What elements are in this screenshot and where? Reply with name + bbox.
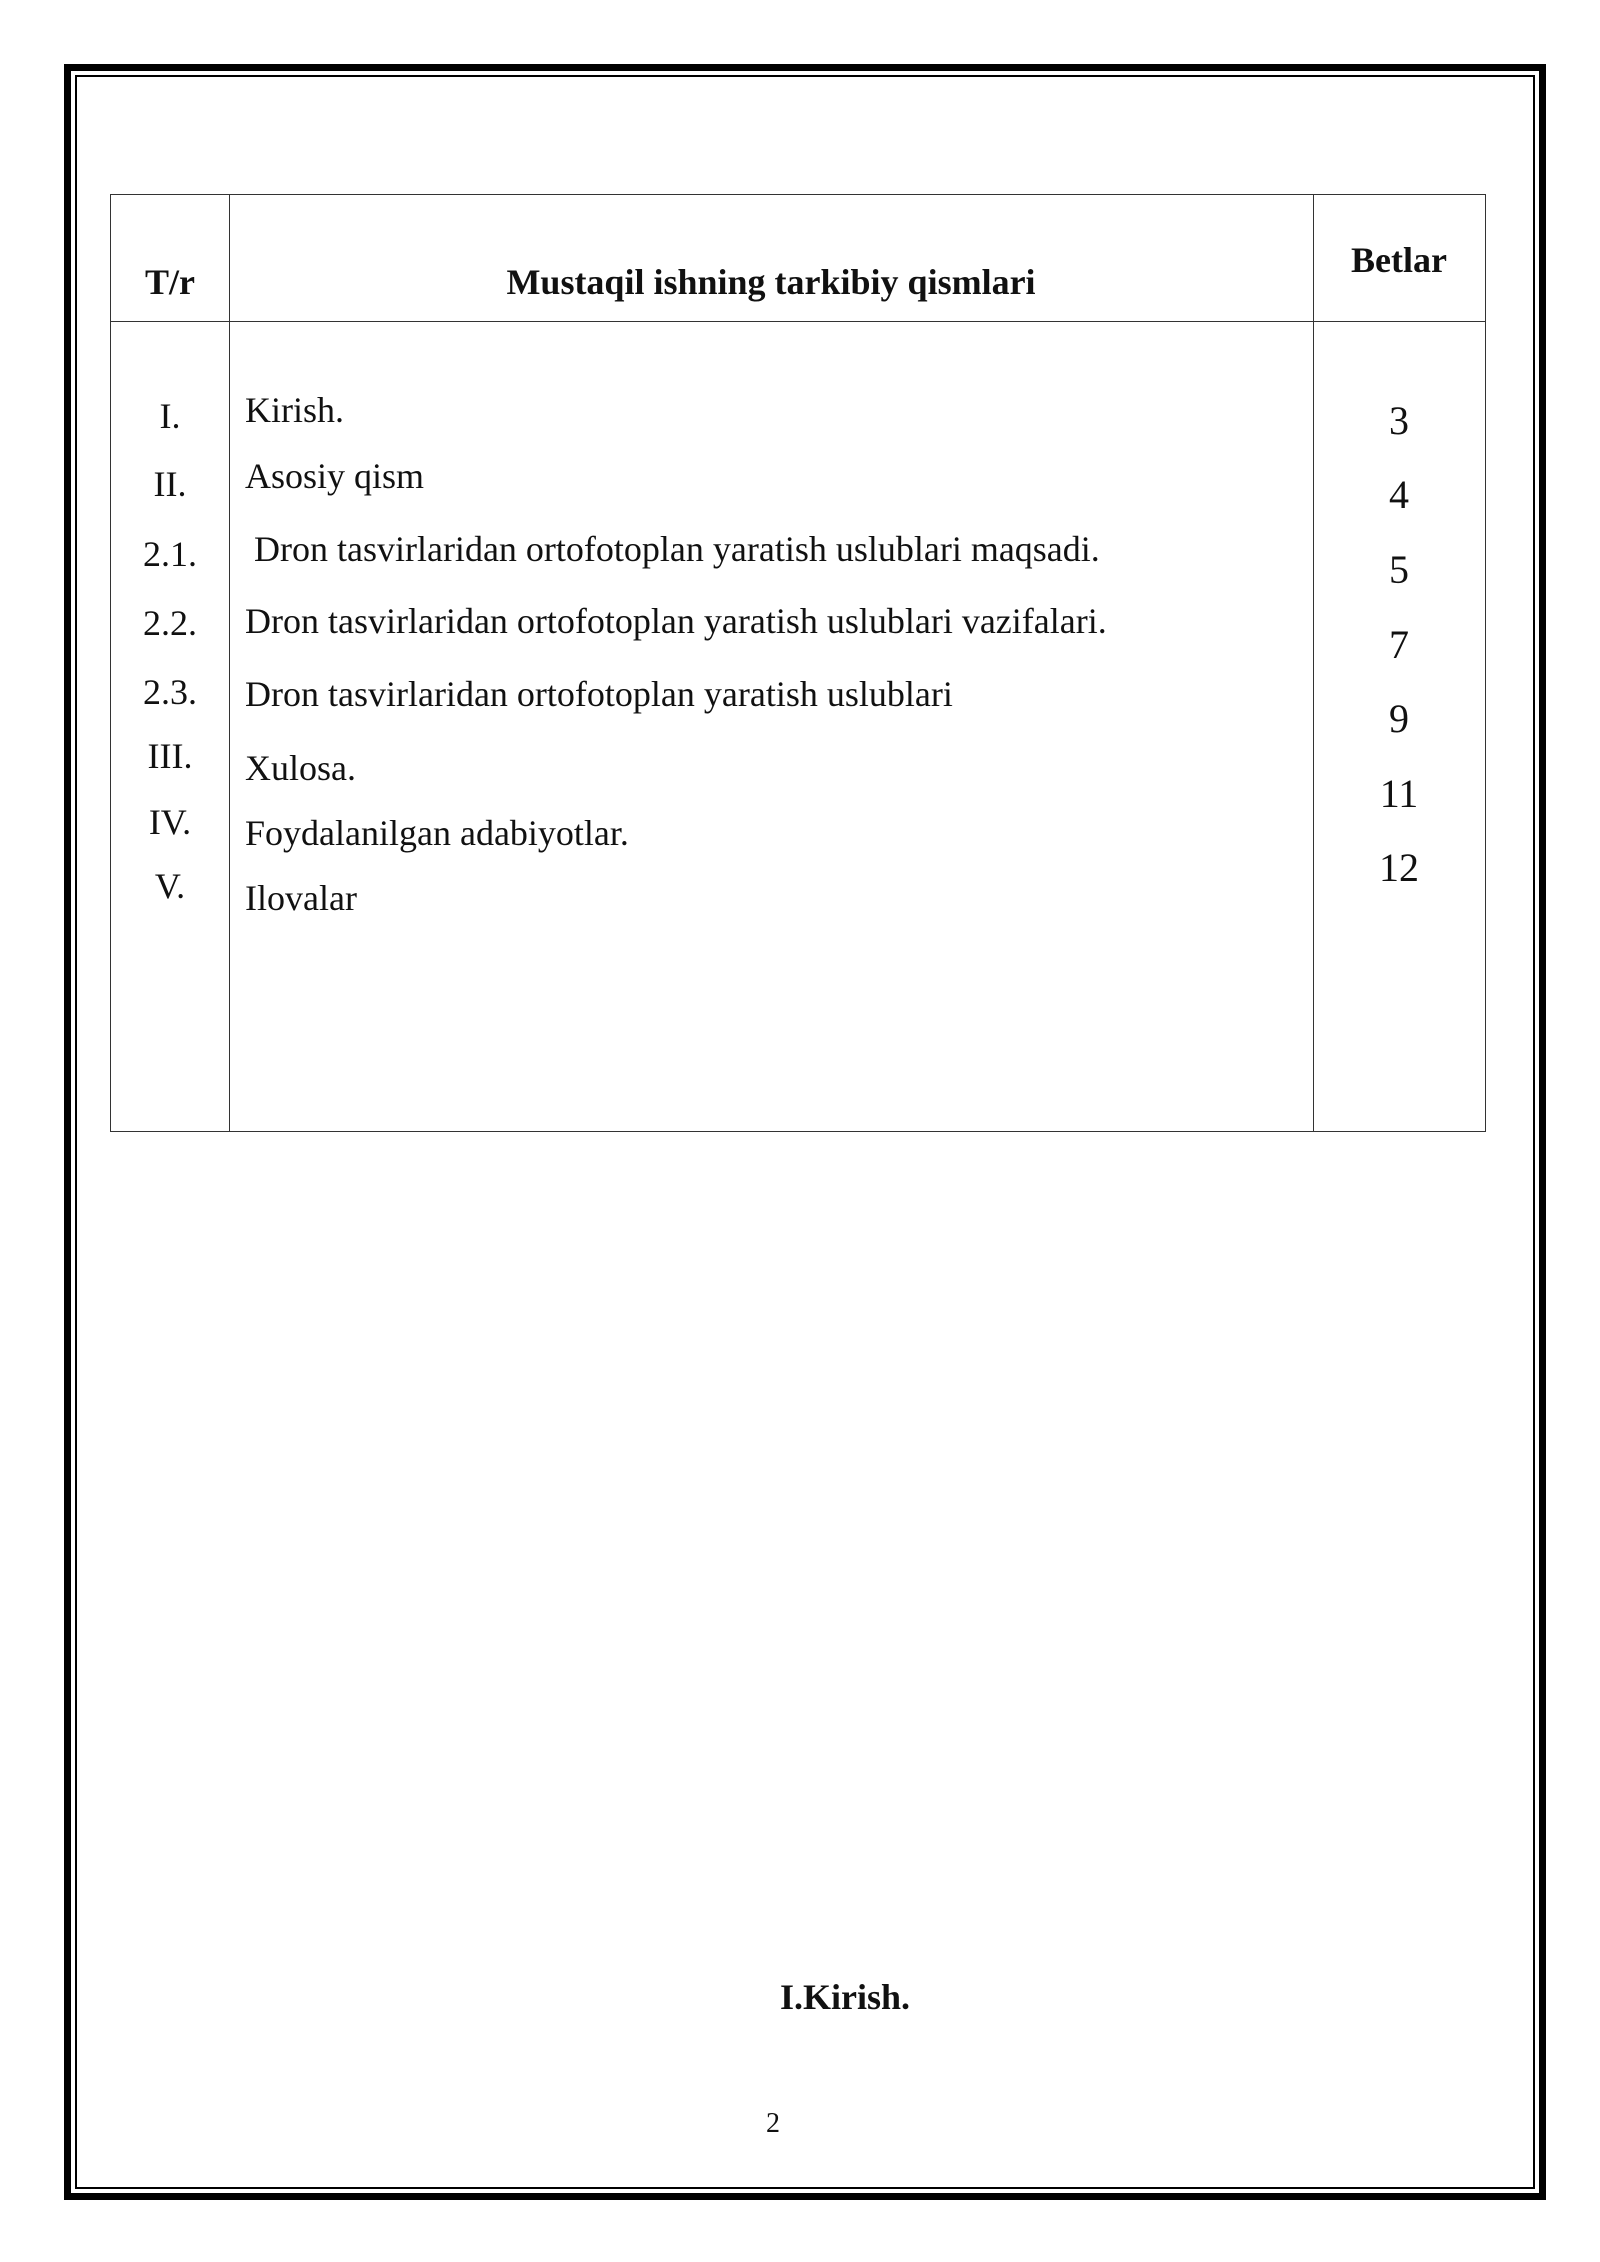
row-page: 4 <box>1389 472 1409 517</box>
row-title: Dron tasvirlaridan ortofotoplan yaratish uslublari <box>245 674 953 714</box>
row-number: II. <box>153 464 187 504</box>
row-number: 2.2. <box>143 603 197 643</box>
row-page: 5 <box>1389 547 1409 592</box>
row-page: 3 <box>1389 398 1409 443</box>
row-title: Kirish. <box>245 390 344 430</box>
row-number: V. <box>154 866 186 906</box>
row-page: 9 <box>1389 696 1409 741</box>
row-number: I. <box>159 396 181 436</box>
table-divider-number <box>229 195 230 1131</box>
header-pages: Betlar <box>1351 240 1447 280</box>
row-title: Ilovalar <box>245 878 357 918</box>
page-number: 2 <box>766 2108 780 2139</box>
row-number: 2.3. <box>143 672 197 712</box>
row-title: Foydalanilgan adabiyotlar. <box>245 813 629 853</box>
row-title: Dron tasvirlaridan ortofotoplan yaratish uslublari vazifalari. <box>245 601 1107 641</box>
row-page: 12 <box>1379 845 1419 890</box>
row-number: 2.1. <box>143 534 197 574</box>
row-page: 7 <box>1389 622 1409 667</box>
header-title: Mustaqil ishning tarkibiy qismlari <box>506 262 1036 302</box>
row-number: III. <box>147 736 193 776</box>
header-number: T/r <box>145 262 195 302</box>
row-number: IV. <box>148 802 192 842</box>
row-page: 11 <box>1379 771 1419 816</box>
table-header-divider <box>111 321 1485 322</box>
row-title: Xulosa. <box>245 748 356 788</box>
row-title: Dron tasvirlaridan ortofotoplan yaratish uslublari maqsadi. <box>245 529 1100 569</box>
section-heading: I.Kirish. <box>779 1977 911 2017</box>
table-of-contents <box>110 194 1486 1132</box>
row-title: Asosiy qism <box>245 456 425 496</box>
